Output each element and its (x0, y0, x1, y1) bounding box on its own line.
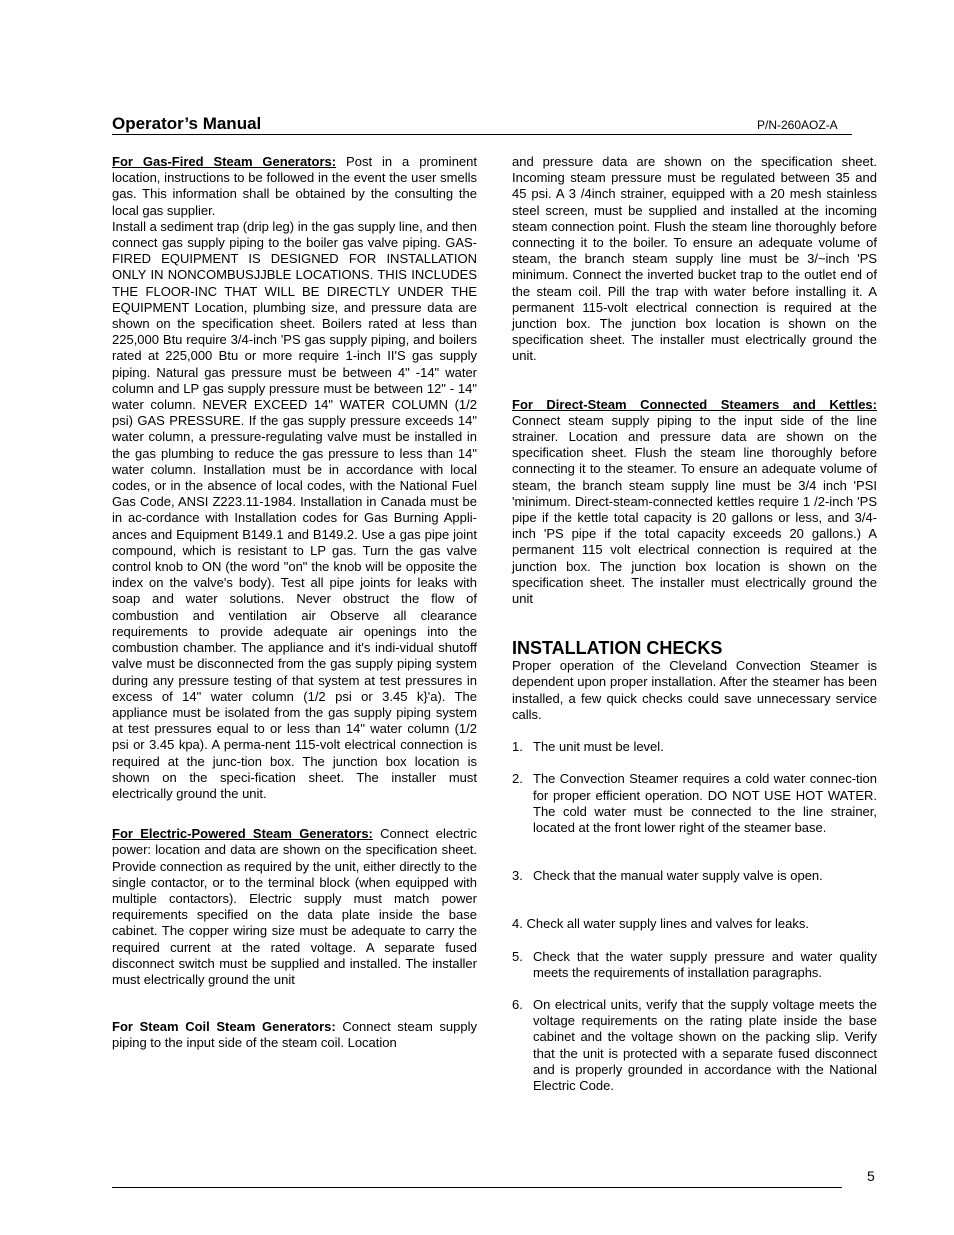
installation-checks-heading: INSTALLATION CHECKS (512, 638, 723, 659)
page-number: 5 (867, 1168, 875, 1184)
check-item-1: 1. The unit must be level. (512, 739, 664, 755)
steam-coil-continued: and pressure data are shown on the specification sheet. Incoming steam pressure must be regulated between 35 and 45 psi. A 3 /4inch strainer, equipped with a 20 mesh stainless steel screen, must be supplied and installed at the incoming steam connection point. Flush the steam line thoroughly before connecting it to the boiler. To ensure an adequate volume of steam, the branch steam supply line must be 3/~inch 'PS minimum. Connect the inverted bucket trap to the outlet end of the steam coil. Pill the trap with water before installing it. A permanent 115-volt electrical connection is required at the junction box. The junction box location is shown on the specification sheet. The installer must electrically ground the unit. (512, 154, 877, 364)
left-column (112, 154, 477, 1052)
gas-fired-text-intro: Post in a prominent location, instructions to be followed in the event the user smells gas. This information shall be obtained by the consulting the local gas supplier. (112, 154, 478, 218)
electric-heading: For Electric-Powered Steam Generators: (112, 826, 373, 842)
installation-checks-intro: Proper operation of the Cleveland Convection Steamer is dependent upon proper installation. After the steamer has been installed, a few quick checks could save unnecessary service calls. (512, 658, 877, 722)
direct-steam-text: Connect steam supply piping to the input side of the line strainer. Location and pressure data are shown on the specification sheet. Flush the steam line thoroughly before connecting it to the steamer. To ensure an adequate volume of steam, the branch steam supply line must be 3/4 inch 'PSI 'minimum. Direct-steam-connected kettles require 1 /2-inch 'PS pipe if the kettle total capacity is 20 gallons or less, and 3/4-inch 'PS pipe if the total capacity exceeds 20 gallons.) A permanent 115 volt electrical connection is required at the junction box. The junction box location is shown on the specification sheet. The installer must electrically ground the unit (512, 412, 877, 607)
gas-fired-text: Install a sediment trap (drip leg) in the gas supply line, and then connect gas supply piping to the boiler gas valve piping. GAS-FIRED EQUIPMENT IS DESIGNED FOR INSTALLATION ONLY IN NONCOMBUSJJBLE LOCATIONS. THIS INCLUDES THE FLOOR-INC THAT WILL BE DIRECTLY UNDER THE EQUIPMENT Location, plumbing size, and pressure data are shown on the specification sheet. Boilers rated at less than 225,000 Btu require 3/4-inch 'PS gas supply piping, and boilers rated at 225,000 Btu or more require 1-inch II'S gas supply piping. Natural gas pressure must be between 4" -14" water column and LP gas supply pressure must be between 12" - 14" water column. NEVER EXCEED 14" WATER COLUMN (1/2 psi) GAS PRESSURE. If the gas supply pressure exceeds 14" water column, a pressure-regulating valve must be installed in the gas plumbing to reduce the gas pressure to less than 14" water column. Installation must be in accordance with local codes, or in the absence of local codes, with the National Fuel Gas Code, ANSI Z223.11-1984. Installation in Canada must be in ac-cordance with Installation codes for Gas Burning Appli-ances and Equipment B149.1 and B149.2. Use a gas pipe joint compound, which is resistant to LP gas. Turn the gas valve control knob to ON (the word "on" the knob will be opposite the index on the valve's body). Test all pipe joints for leaks with soap and water solutions. Never obstruct the flow of combustion and ventilation air Observe all clearance requirements to provide adequate air openings into the combustion chamber. The appliance and it's indi-vidual shutoff valve must be disconnected from the gas supply piping system during any pressure testing of that system at test pressures in excess of 14" water column (1/2 psi or 3.45 k}'a). The appliance must be isolated from the gas supply piping system at test pressures equal to or less than 14" water column (1/2 psi or 3.45 kpa). A perma-nent 115-volt electrical connection is required at the junc-tion box. The junction box location is shown on the speci-fication sheet. The installer must electrically ground the unit. (112, 218, 477, 801)
page-header (112, 112, 852, 135)
check-item-3: 3. Check that the manual water supply valve is open. (512, 868, 823, 884)
steam-coil-section (112, 1019, 477, 1051)
electric-text: Connect electric power: location and data are shown on the specification sheet. Provide connection as required by the unit, either directly to the single contactor, or to the terminal block (when equipped with multiple contactors). Electric supply must match power requirements specified on the data plate inside the base cabinet. The copper wiring size must be adequate to carry the required current at the rated voltage. A separate fused disconnect switch must be supplied and installed. The installer must electrically ground the unit (112, 826, 477, 987)
check-item-4: 4. Check all water supply lines and valves for leaks. (512, 916, 809, 932)
direct-steam-heading: For Direct-Steam Connected Steamers and Kettles: (512, 396, 877, 412)
check-item-6: 6. On electrical units, verify that the supply voltage meets the voltage requirements on the rating plate inside the base cabinet and the voltage shown on the packing slip. Verify that the unit is protected with a separate fused disconnect and is properly grounded in accordance with the National Electric Code. (512, 996, 877, 1093)
electric-section (112, 826, 477, 988)
check-item-5: 5. Check that the water supply pressure and water quality meets the requirements of installation paragraphs. (512, 948, 877, 980)
gas-fired-heading: For Gas-Fired Steam Generators: (112, 154, 337, 169)
manual-title: Operator’s Manual (112, 114, 262, 133)
part-number: P/N-260AOZ-A (757, 118, 838, 132)
direct-steam-section (512, 397, 877, 608)
steam-coil-heading: For Steam Coil Steam Generators: (112, 1019, 336, 1035)
check-item-2: 2. The Convection Steamer requires a cold water connec-tion for proper efficient operation. DO NOT USE HOT WATER. The cold water must be connected to the line strainer, located at the front lower right of the steamer base. (512, 771, 877, 835)
steam-coil-text: Connect steam supply piping to the input side of the steam coil. Location (112, 1019, 478, 1051)
right-column (512, 154, 877, 1094)
gas-fired-section (112, 154, 477, 219)
footer-rule (112, 1187, 842, 1188)
